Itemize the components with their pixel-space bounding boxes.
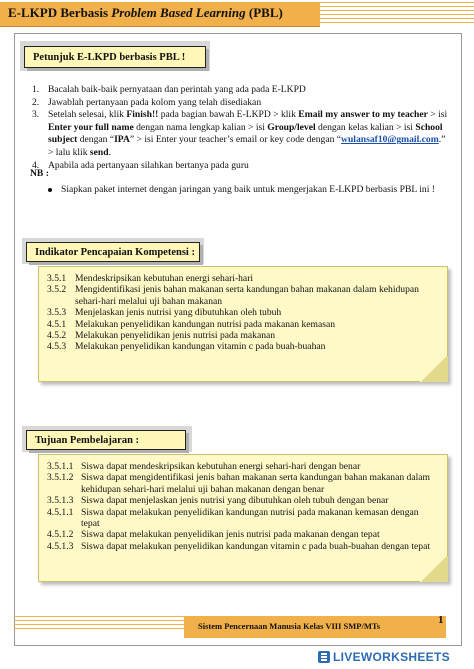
page-title: E-LKPD Berbasis Problem Based Learning (PBL)	[8, 5, 283, 20]
tujuan-note	[38, 454, 448, 582]
indicator-item: 4.5.3 Melakukan penyelidikan kandungan vitamin c pada buah-buahan	[47, 341, 326, 353]
petunjuk-label: Petunjuk E-LKPD berbasis PBL !	[24, 46, 206, 68]
note-curl	[420, 356, 448, 382]
header-decor-lines	[320, 2, 474, 26]
watermark: LIVEWORKSHEETS	[318, 650, 450, 664]
objective-item: 3.5.1.2 Siswa dapat mengidentifikasi jenis bahan makanan serta kandungan bahan makanan dalam kehidupan sehari-hari melalui uji bahan makanan dengan benar	[47, 472, 430, 495]
nb-note: Siapkan paket internet dengan jaringan yang baik untuk mengerjakan E-LKPD berbasis PBL ini !	[48, 184, 452, 197]
objective-item: 3.5.1.1 Siswa dapat mendeskripsikan kebutuhan energi sehari-hari dengan benar	[47, 461, 361, 472]
bullet-icon	[48, 188, 52, 192]
objective-item: 4.5.1.2 Siswa dapat melakukan penyelidikan jenis nutrisi pada makanan dengan tepat	[47, 529, 380, 541]
liveworksheets-logo-icon	[318, 651, 330, 663]
note-curl	[420, 556, 448, 582]
indicator-item: 3.5.2 Mengidentifikasi jenis bahan makanan serta kandungan bahan makanan dalam kehidupan sehari-hari melalui uji bahan makanan	[47, 284, 419, 307]
indicator-item: 4.5.2 Melakukan penyelidikan jenis nutrisi pada makanan	[47, 330, 276, 342]
instruction-item: 1. Bacalah baik-baik pernyataan dan perintah yang ada pada E-LKPD	[32, 84, 306, 95]
objective-item: 4.5.1.1 Siswa dapat melakukan penyelidikan kandungan nutrisi pada makanan kemasan dengan tepat	[47, 506, 419, 530]
indikator-label: Indikator Pencapaian Kompetensi :	[26, 242, 200, 262]
nb-label: NB :	[30, 168, 49, 179]
email-link[interactable]: wulansaf10@gmail.com	[341, 134, 439, 146]
objective-item: 3.5.1.3 Siswa dapat menjelaskan jenis nutrisi yang dibutuhkan oleh tubuh dengan benar	[47, 495, 389, 507]
tujuan-label: Tujuan Pembelajaran :	[26, 430, 186, 450]
instruction-list	[32, 84, 452, 172]
indicator-item: 4.5.1 Melakukan penyelidikan kandungan nutrisi pada makanan kemasan	[47, 318, 336, 330]
objective-item: 4.5.1.3 Siswa dapat melakukan penyelidikan kandungan vitamin c pada buah-buahan dengan tepat	[47, 540, 430, 552]
instruction-item: 4. Apabila ada pertanyaan silahkan bertanya pada guru	[32, 159, 249, 171]
footer-decor-lines	[14, 600, 184, 630]
instruction-item: 3. Setelah selesai, klik Finish!! pada bagian bawah E-LKPD > klik Email my answer to my teacher > isi Enter your full name dengan nama lengkap kalian > isi Group/level dengan kelas kalian > isi School subject dengan “IPA” > isi Enter your teacher’s email or key code dengan “wulansaf10@gmail.com.” > lalu klik send.	[32, 109, 448, 158]
page-number: 1	[438, 614, 444, 626]
indicator-item: 3.5.1 Mendeskripsikan kebutuhan energi sehari-hari	[47, 273, 254, 284]
footer-text: Sistem Pencernaan Manusia Kelas VIII SMP/MTs	[198, 621, 381, 631]
indicator-item: 3.5.3 Menjelaskan jenis nutrisi yang dibutuhkan oleh tubuh	[47, 307, 282, 319]
instruction-item: 2. Jawablah pertanyaan pada kolom yang telah disediakan	[32, 96, 262, 108]
indikator-note	[38, 266, 448, 382]
